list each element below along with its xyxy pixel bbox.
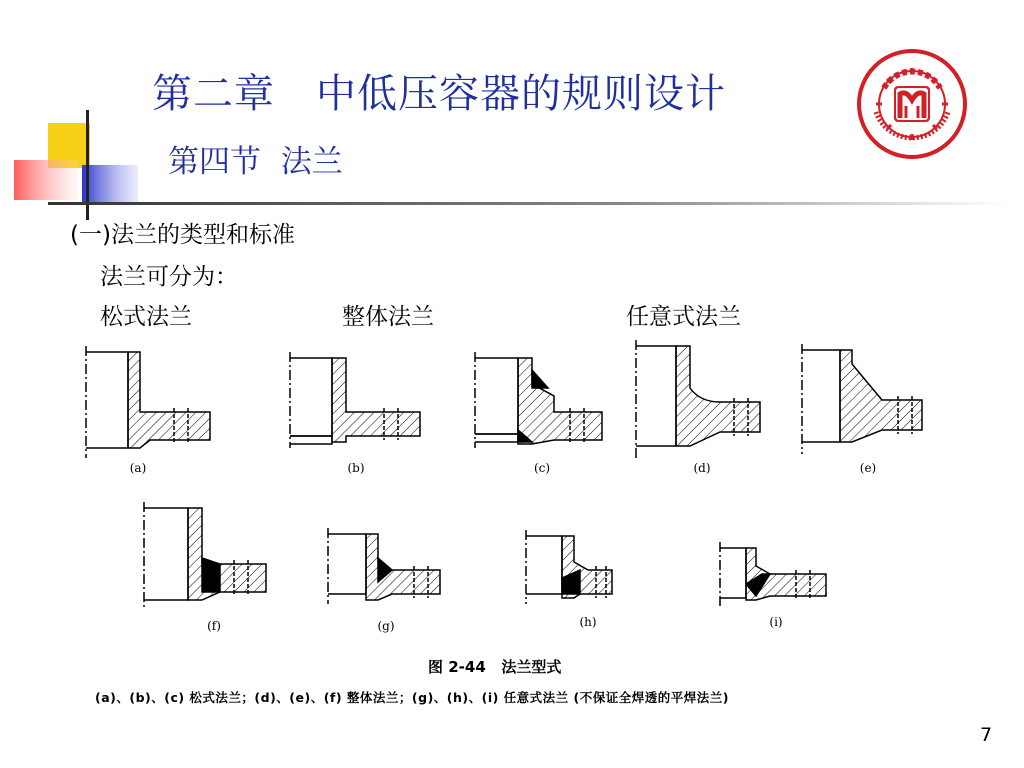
type-loose-flange: 松式法兰 [100, 304, 192, 330]
fig-label-h: (h) [579, 615, 597, 629]
flange-drawing-e [802, 344, 922, 454]
fig-label-c: (c) [533, 461, 551, 475]
slide-title: 第二章 中低压容器的规则设计 [152, 71, 726, 117]
university-logo [856, 48, 968, 160]
fig-label-e: (e) [859, 461, 877, 475]
deco-blue-square [82, 165, 138, 205]
fig-label-i: (i) [769, 615, 783, 629]
section-heading: (一)法兰的类型和标准 [70, 222, 295, 248]
flange-drawing-g [328, 528, 440, 604]
flange-drawing-h [526, 530, 612, 604]
type-integral-flange: 整体法兰 [342, 304, 434, 330]
type-optional-flange: 任意式法兰 [626, 304, 741, 330]
fig-label-g: (g) [377, 619, 395, 633]
fig-label-f: (f) [207, 619, 221, 633]
flange-drawing-d [636, 340, 760, 458]
flange-drawing-a [86, 346, 210, 458]
deco-horizontal-rule [48, 202, 1008, 205]
flange-drawing-b [290, 352, 420, 448]
flange-drawing-c [475, 352, 602, 448]
page-number: 7 [980, 724, 993, 746]
flange-types-figure [70, 330, 960, 648]
fig-label-a: (a) [129, 461, 147, 475]
fig-label-d: (d) [693, 461, 711, 475]
figure-title: 图 2-44 法兰型式 [428, 658, 562, 676]
deco-red-square [14, 160, 78, 200]
flange-drawing-f [144, 502, 266, 610]
flange-drawing-i [720, 542, 826, 608]
figure-caption: (a)、(b)、(c) 松式法兰；(d)、(e)、(f) 整体法兰；(g)、(h)、(i) 任意式法兰 (不保证全焊透的平焊法兰) [95, 690, 729, 705]
slide-subtitle: 第四节 法兰 [168, 144, 343, 180]
intro-text: 法兰可分为： [100, 264, 238, 290]
fig-label-b: (b) [347, 461, 365, 475]
